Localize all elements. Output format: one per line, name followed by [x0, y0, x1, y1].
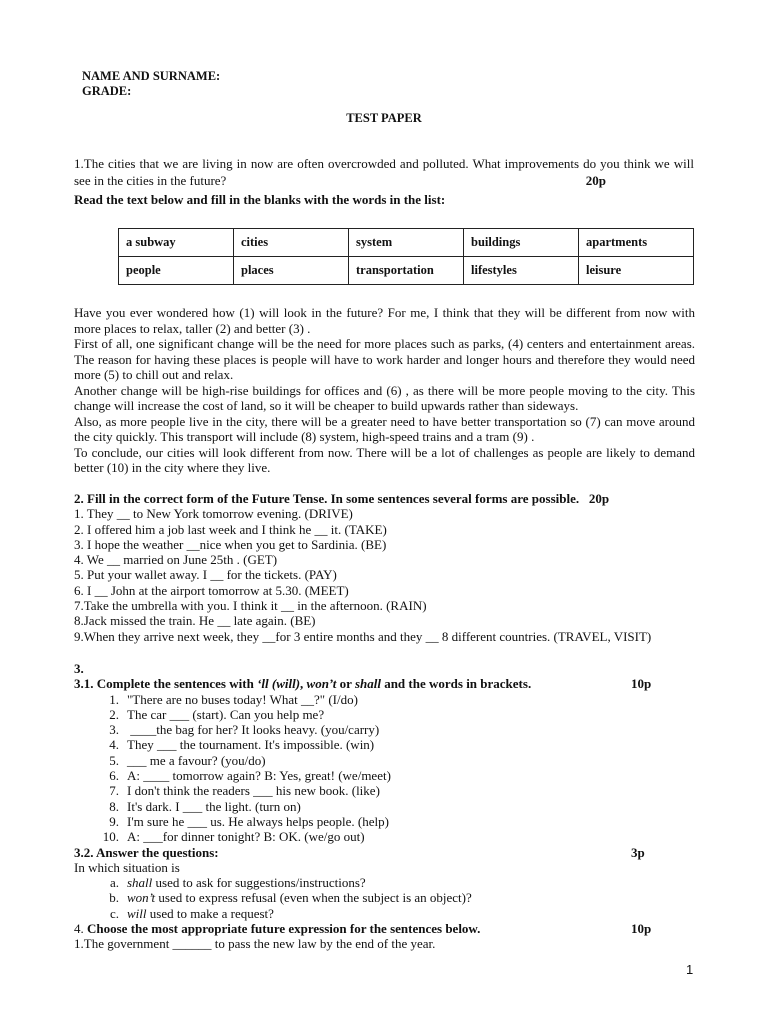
item-text: A: ___for dinner tonight? B: OK. (we/go out) — [127, 829, 365, 845]
section-3-1-heading — [74, 676, 695, 691]
list-item: 9.When they arrive next week, they __for 3 entire months and they __ 8 different countries. (TRAVEL, VISIT) — [74, 628, 652, 644]
item-text: used to make a request? — [146, 905, 274, 921]
key-word: won’t — [127, 890, 156, 906]
list-item — [74, 768, 695, 783]
question-1-text: 1.The cities that we are living in now are often overcrowded and polluted. What improvements do you think we will see in the cities in the future? — [74, 156, 694, 188]
passage-paragraph: First of all, one significant change will be the need for more places such as parks, (4) centers and entertainment areas. The reason for having these places is people will have to work harder and longer hours and therefore they would need more (5) to chill out and relax. — [74, 336, 695, 382]
separator: , — [300, 676, 307, 692]
list-item — [74, 783, 695, 798]
list-item: 8.Jack missed the train. He __ late again. (BE) — [74, 613, 316, 629]
heading-text: Choose the most appropriate future expression for the sentences below. — [87, 921, 481, 937]
list-item: 5. Put your wallet away. I __ for the tickets. (PAY) — [74, 567, 337, 583]
list-item: 1. They __ to New York tomorrow evening. (DRIVE) — [74, 506, 353, 522]
section-3-2-points: 3p — [631, 844, 645, 860]
list-item: 3. I hope the weather __nice when you get to Sardinia. (BE) — [74, 536, 387, 552]
section-2 — [74, 491, 695, 644]
item-text: "There are no buses today! What __?" (I/do) — [127, 691, 358, 707]
word-row-1 — [119, 229, 694, 257]
wont-word: won’t — [306, 676, 337, 692]
key-word: shall — [127, 875, 153, 891]
item-text: used to express refusal (even when the subject is an object)? — [155, 890, 472, 906]
section-4-number: 4. — [74, 921, 87, 937]
name-label: NAME AND SURNAME: — [82, 69, 221, 83]
word-cell: transportation — [349, 257, 464, 285]
item-text: It's dark. I ___ the light. (turn on) — [127, 798, 301, 814]
section-2-heading — [74, 491, 695, 506]
question-1-points: 20p — [585, 172, 606, 188]
list-item — [74, 875, 695, 890]
question-1 — [74, 156, 694, 189]
list-item — [74, 814, 695, 829]
list-item — [74, 799, 695, 814]
item-text: ____the bag for her? It looks heavy. (you/carry) — [127, 722, 380, 738]
word-list-table — [118, 228, 694, 285]
passage-paragraph: Another change will be high-rise buildings for offices and (6) , as there will be more people moving to the city. This change will increase the cost of land, so it will be cheaper to build upwards rather than sideways. — [74, 382, 695, 413]
word-row-2 — [119, 257, 694, 285]
item-number: 8. — [109, 798, 119, 814]
list-item: 6. I __ John at the airport tomorrow at 5.30. (MEET) — [74, 582, 349, 598]
item-number: 9. — [109, 813, 119, 829]
section-3-1-points: 10p — [631, 676, 652, 692]
passage-paragraph: Have you ever wondered how (1) will look in the future? For me, I think that they will be different from now with more places to relax, taller (2) and better (3) . — [74, 305, 695, 336]
section-3-2-intro: In which situation is — [74, 859, 180, 875]
word-cell: cities — [234, 229, 349, 257]
grade-label: GRADE: — [82, 84, 132, 98]
word-cell: places — [234, 257, 349, 285]
item-number: 3. — [109, 722, 119, 738]
list-item: 7.Take the umbrella with you. I think it __ in the afternoon. (RAIN) — [74, 598, 427, 614]
word-cell: lifestyles — [464, 257, 579, 285]
item-number: 7. — [109, 783, 119, 799]
list-item — [74, 753, 695, 768]
list-item — [74, 890, 695, 905]
page-title: TEST PAPER — [346, 111, 422, 125]
item-letter: b. — [109, 890, 119, 906]
item-text: A: ____ tomorrow again? B: Yes, great! (we/meet) — [127, 768, 391, 784]
question-1-instruction: Read the text below and fill in the blanks with the words in the list: — [74, 192, 446, 207]
word-cell: a subway — [119, 229, 234, 257]
item-letter: c. — [109, 905, 119, 921]
item-text: I don't think the readers ___ his new book. (like) — [127, 783, 380, 799]
word-cell: people — [119, 257, 234, 285]
section-2-heading-text: 2. Fill in the correct form of the Future Tense. In some sentences several forms are possible. — [74, 491, 580, 506]
item-number: 2. — [109, 706, 119, 722]
reading-passage — [74, 305, 695, 476]
word-cell: leisure — [579, 257, 694, 285]
list-item — [74, 707, 695, 722]
item-text: I'm sure he ___ us. He always helps people. (help) — [127, 813, 389, 829]
section-3-2-heading — [74, 845, 695, 860]
heading-text: 3.2. Answer the questions: — [74, 844, 219, 860]
item-number: 10. — [102, 829, 119, 845]
list-item — [74, 829, 695, 844]
list-item — [74, 906, 695, 921]
page-number: 1 — [686, 962, 694, 977]
list-item: 4. We __ married on June 25th . (GET) — [74, 552, 278, 568]
item-text: ___ me a favour? (you/do) — [127, 752, 266, 768]
item-number: 1. — [109, 691, 119, 707]
passage-paragraph: To conclude, our cities will look different from now. There will be a lot of challenges as people are likely to demand better (10) in the city where they live. — [74, 444, 695, 475]
list-item — [74, 737, 695, 752]
section-3-number: 3. — [74, 661, 84, 676]
section-4-heading — [74, 921, 695, 936]
list-item — [74, 722, 695, 737]
list-item — [74, 692, 695, 707]
shall-word: shall — [354, 676, 381, 692]
separator: or — [336, 676, 355, 692]
passage-paragraph: Also, as more people live in the city, there will be a greater need to have better transportation so (7) can move around the city quickly. This transport will include (8) system, high-speed trains and a tram (9) . — [74, 413, 695, 444]
will-word: ‘ll (will) — [257, 676, 301, 692]
list-item: 1.The government ______ to pass the new law by the end of the year. — [74, 936, 436, 952]
heading-text: and the words in brackets. — [380, 676, 532, 692]
item-number: 4. — [109, 737, 119, 753]
key-word: will — [127, 905, 147, 921]
item-letter: a. — [109, 875, 119, 891]
word-cell: buildings — [464, 229, 579, 257]
list-item: 2. I offered him a job last week and I think he __ it. (TAKE) — [74, 521, 387, 537]
section-2-points: 20p — [588, 491, 610, 506]
word-cell: apartments — [579, 229, 694, 257]
item-text: They ___ the tournament. It's impossible. (win) — [127, 737, 375, 753]
item-number: 5. — [109, 752, 119, 768]
section-4-points: 10p — [631, 921, 652, 937]
item-text: The car ___ (start). Can you help me? — [127, 706, 325, 722]
section-3 — [74, 661, 695, 952]
item-number: 6. — [109, 768, 119, 784]
heading-text: 3.1. Complete the sentences with — [74, 676, 258, 692]
word-cell: system — [349, 229, 464, 257]
item-text: used to ask for suggestions/instructions? — [152, 875, 366, 891]
